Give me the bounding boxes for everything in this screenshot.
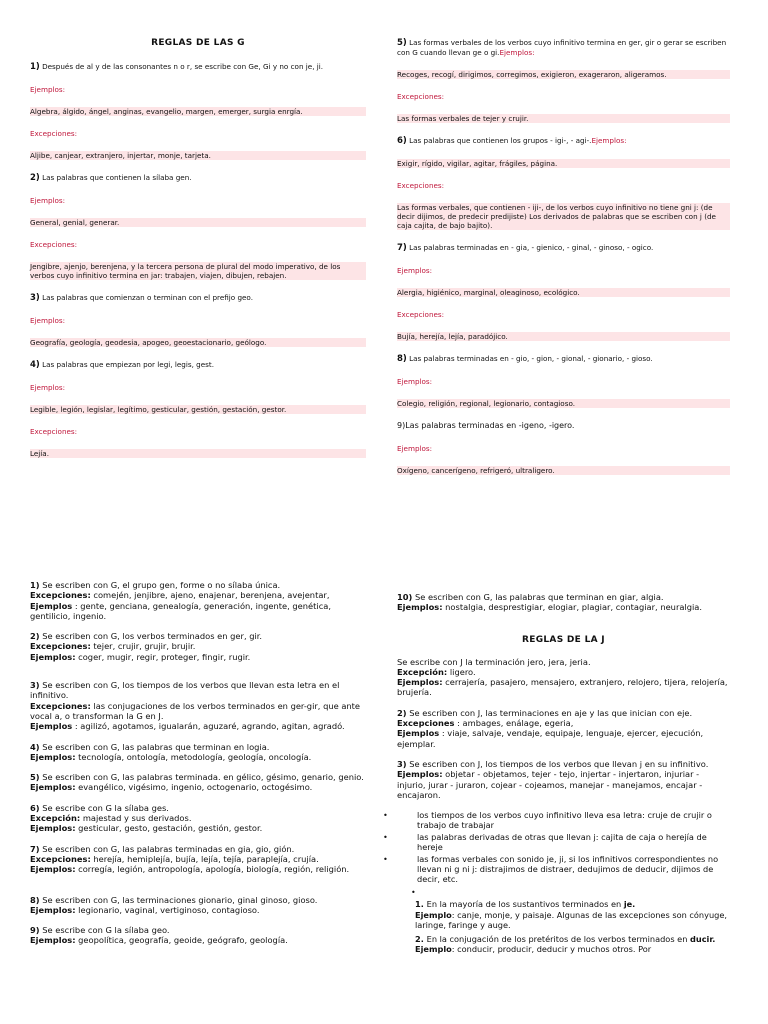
rule-detail (397, 718, 730, 728)
detail-text: legionario, vaginal, vertiginoso, contagioso. (75, 904, 260, 915)
highlighted-examples (397, 70, 730, 79)
highlighted-examples (30, 405, 366, 414)
bullet-text: los tiempos de los verbos cuyo infinitivo lleva esa letra: cruje de crujir o trabajo de trabajar (417, 810, 712, 831)
detail-label: Excepciones (397, 718, 455, 729)
section-label (30, 129, 366, 138)
highlighted-examples (30, 151, 366, 160)
detail-label: Ejemplos: (30, 751, 76, 762)
rule-detail (30, 935, 366, 945)
rule-statement (30, 895, 366, 905)
rule-block (397, 657, 730, 698)
example-text: : canje, monje, y paisaje. Algunas de las excepciones son cónyuge, laringe, faringe y auge. (415, 909, 727, 931)
rule-number: 7) (397, 243, 407, 253)
j-bullet-list (383, 810, 730, 885)
rule-text: Se escriben con G, las terminaciones gionario, ginal ginoso, gioso. (39, 894, 318, 905)
section-label (30, 427, 366, 436)
rule-number: 6) (30, 802, 40, 813)
section-label (30, 383, 366, 392)
highlighted-examples (397, 159, 730, 168)
rule-statement (397, 759, 730, 769)
left-bottom-column (30, 580, 366, 956)
rule-detail (30, 752, 366, 762)
rule-block (397, 592, 730, 613)
rule-block (30, 925, 366, 946)
rule-block (30, 631, 366, 662)
rule-text: Se escriben con G, los tiempos de los verbos que llevan esta letra en el infinitivo. (30, 680, 340, 701)
rule-block (30, 895, 366, 916)
rule-statement (30, 772, 366, 782)
rule-number: 4) (30, 360, 40, 370)
examples-text: Geografía, geología, geodesia, apogeo, geoestacionario, geólogo. (30, 338, 267, 347)
rule-statement (397, 243, 730, 253)
rule-number: 3) (30, 680, 40, 691)
examples-text: Exigir, rígido, vigilar, agitar, frágiles, página. (397, 159, 558, 168)
detail-label: Excepciones: (30, 590, 91, 601)
bullet-text: las palabras derivadas de otras que llevan j: cajita de caja o herejía de hereje (417, 832, 707, 853)
rule-detail (30, 854, 366, 864)
label-text: Excepciones: (30, 240, 78, 249)
rule-text: Las palabras que contienen los grupos - igi-, - agi-. (406, 136, 592, 145)
rule-block (30, 580, 366, 621)
rule-number: 7) (30, 843, 40, 854)
section-label (397, 92, 730, 101)
examples-text: Lejía. (30, 449, 49, 458)
item-number: 2. (415, 933, 427, 944)
section-label (397, 266, 730, 275)
rule-statement (397, 592, 730, 602)
rule-detail (30, 864, 366, 874)
left-top-rules (30, 62, 366, 458)
highlighted-examples (30, 449, 366, 458)
rule-number: 2) (30, 173, 40, 183)
bullet-dot: • (383, 810, 388, 821)
rule-text: Las palabras que empiezan por legi, legis, gest. (39, 360, 214, 369)
rule-text: Se escriben con J, los tiempos de los verbos que llevan j en su infinitivo. (406, 758, 709, 769)
rule-detail (397, 769, 730, 800)
examples-label: Ejemplos: (499, 48, 535, 57)
detail-text: evangélico, vigésimo, ingenio, octogenario, octogésimo. (75, 782, 313, 793)
label-text: Ejemplos: (30, 316, 66, 325)
highlighted-examples (397, 114, 730, 123)
rule-block (30, 772, 366, 793)
detail-text: geopolítica, geografía, geoide, geógrafo, geología. (75, 935, 288, 946)
label-text: Ejemplos: (30, 383, 66, 392)
rule-statement (397, 354, 730, 364)
detail-label: Ejemplos: (30, 782, 76, 793)
detail-label: Ejemplos (30, 600, 73, 611)
highlighted-examples (397, 399, 730, 408)
label-text: Excepciones: (397, 92, 445, 101)
examples-text: Alergia, higiénico, marginal, oleaginoso, ecológico. (397, 288, 580, 297)
rule-statement (30, 580, 366, 590)
left-bottom-rules (30, 580, 366, 946)
example-label: Ejemplo (415, 909, 452, 920)
label-text: Ejemplos: (30, 85, 66, 94)
section-label (397, 377, 730, 386)
bullet-text: las formas verbales con sonido je, ji, si los infinitivos correspondientes no llevan ni g ni j: distrajimos de distraer, dedujimos de deducir, dijimos de decir, etc. (417, 854, 719, 885)
rule-block (30, 803, 366, 834)
rule-text: Después de al y de las consonantes n o r, se escribe con Ge, Gi y no con je, ji. (39, 62, 324, 71)
detail-text: objetar - objetamos, tejer - tejo, injertar - injertaron, injuriar - injurio, jurar - juraron, cojear - cojeamos, manejar - manejamos, encajar - encajaron. (397, 769, 703, 800)
rule-detail (397, 667, 730, 677)
rule-detail (30, 652, 366, 662)
left-top-column (30, 38, 366, 471)
section-label (30, 316, 366, 325)
highlighted-examples (30, 338, 366, 347)
examples-text: Jengibre, ajenjo, berenjena, y la tercera persona de plural del modo imperativo, de los verbos cuyo infinitivo termina en jar: trabajen, viajen, dibujen, rebajen. (30, 262, 341, 280)
examples-text: Bujía, herejía, lejía, paradójico. (397, 332, 508, 341)
detail-text: nostalgia, desprestigiar, elogiar, plagiar, contagiar, neuralgia. (442, 602, 703, 613)
detail-text: comején, jenjibre, ajeno, enajenar, berenjena, avejentar, (90, 590, 330, 601)
section-label (30, 85, 366, 94)
rule-statement (397, 38, 730, 57)
rule-statement (30, 742, 366, 752)
rule-text: Se escriben con G, las palabras que terminan en logia. (39, 741, 270, 752)
rule-statement (30, 680, 366, 701)
rule-statement (30, 803, 366, 813)
detail-label: Ejemplos (30, 721, 73, 732)
detail-label: Ejemplos: (30, 651, 76, 662)
rule-statement (397, 708, 730, 718)
rule-block (397, 759, 730, 800)
item-example (415, 910, 730, 931)
rule-number: 2) (30, 631, 40, 642)
rule-statement (397, 136, 730, 146)
detail-text: corregía, legión, antropología, apología, biología, región, religión. (75, 864, 350, 875)
item-text: En la conjugación de los pretéritos de los verbos terminados en (426, 933, 691, 944)
numbered-item (397, 899, 730, 931)
rule-statement (30, 360, 366, 370)
highlighted-examples (30, 218, 366, 227)
detail-label: Ejemplos (397, 728, 440, 739)
detail-text: coger, mugir, regir, proteger, fingir, rugir. (75, 651, 251, 662)
examples-text: Algebra, álgido, ángel, anginas, evangelio, margen, emerger, surgia enrgía. (30, 107, 303, 116)
rule-number: 10) (397, 592, 413, 602)
label-text: Excepciones: (397, 181, 445, 190)
detail-label: Ejemplos: (30, 935, 76, 946)
section-label (397, 310, 730, 319)
label-text: Ejemplos: (30, 196, 66, 205)
rule-number: 1) (30, 580, 40, 590)
detail-text: cerrajería, pasajero, mensajero, extranjero, relojero, tijera, relojería, brujería. (397, 677, 728, 698)
rule-text: Las formas verbales de los verbos cuyo infinitivo termina en ger, gir o gerar se escriben con G cuando llevan ge o gi. (397, 38, 727, 57)
page-title-j: REGLAS DE LA J (522, 634, 605, 645)
rule-number: 5) (30, 772, 40, 783)
detail-label: Ejemplos: (30, 904, 76, 915)
section-label (397, 181, 730, 190)
detail-text: gesticular, gesto, gestación, gestión, gestor. (75, 823, 263, 834)
rule-text: Se escriben con J, las terminaciones en aje y las que inician con eje. (406, 707, 693, 718)
detail-label: Ejemplos: (30, 864, 76, 875)
rule-detail (30, 641, 366, 651)
detail-label: Ejemplos: (397, 677, 443, 688)
bullet-item (383, 854, 730, 885)
rule-text: Las palabras terminadas en - gio, - gion, - gional, - gionario, - gioso. (406, 354, 653, 363)
examples-label: Ejemplos: (591, 136, 627, 145)
item-number: 1. (415, 899, 427, 910)
section-label (397, 444, 730, 453)
rule-detail (30, 905, 366, 915)
rule-statement (30, 631, 366, 641)
rule-detail (397, 728, 730, 749)
bullet-item (383, 832, 730, 853)
rule-text: Se escriben con G, el grupo gen, forme o no sílaba única. (39, 580, 281, 590)
detail-text: las conjugaciones de los verbos terminados en ger-gir, que ante vocal a, o transforman la G en J. (30, 700, 361, 721)
rule-detail (30, 782, 366, 792)
rule-number: 8) (397, 354, 407, 364)
detail-label: Excepciones: (30, 853, 91, 864)
detail-label: Ejemplos: (30, 823, 76, 834)
label-text: Ejemplos: (397, 444, 433, 453)
detail-label: Excepciones: (30, 700, 91, 711)
label-text: Excepciones: (30, 427, 78, 436)
rule-10 (397, 592, 730, 613)
label-text: Excepciones: (30, 129, 78, 138)
highlighted-examples (397, 203, 730, 230)
bullet-dot: • (383, 854, 388, 865)
detail-label: Ejemplos: (397, 769, 443, 780)
rule-text: Las palabras que contienen la sílaba gen. (39, 173, 192, 182)
detail-text: : gente, genciana, genealogía, generación, ingente, genética, gentilicio, ingenio. (30, 600, 331, 621)
rule-number: 4) (30, 741, 40, 752)
detail-text: majestad y sus derivados. (80, 813, 192, 824)
rule-text: Se escribe con J la terminación jero, jera, jeria. (397, 656, 591, 667)
highlighted-examples (397, 332, 730, 341)
rule-statement (30, 293, 366, 303)
j-rules (397, 657, 730, 801)
rule-text: Se escriben con G, las palabras terminada. en gélico, gésimo, genario, genio. (39, 772, 364, 783)
detail-text: herejía, hemiplejía, bujía, lejía, tejía, paraplejía, crujía. (90, 853, 319, 864)
detail-text: : viaje, salvaje, vendaje, equipaje, lenguaje, ejercer, ejecución, ejemplar. (397, 728, 704, 749)
rule-block (30, 844, 366, 875)
detail-text: tejer, crujir, grujir, brujir. (90, 641, 196, 652)
highlighted-examples (397, 466, 730, 475)
section-label (30, 196, 366, 205)
rule-detail (397, 602, 730, 612)
detail-label: Ejemplos: (397, 602, 443, 613)
rule-detail (30, 823, 366, 833)
examples-text: Recoges, recogí, dirigimos, corregimos, exigieron, exageraron, aligeramos. (397, 70, 667, 79)
highlighted-examples (30, 262, 366, 280)
right-top-column (397, 38, 730, 488)
rule-block (397, 708, 730, 749)
rule-number: 3) (30, 293, 40, 303)
examples-text: Colegio, religión, regional, legionario, contagioso. (397, 399, 575, 408)
rule-number: 8) (30, 894, 40, 905)
item-strong: je. (623, 899, 636, 910)
right-bottom-column (383, 592, 730, 958)
rule-text: Se escribe con G la sílaba ges. (39, 802, 169, 813)
rule-detail (30, 721, 366, 731)
example-text: : conducir, producir, deducir y muchos otros. Por (451, 944, 652, 955)
j-numbered-list (397, 888, 730, 955)
bullet-item (383, 810, 730, 831)
label-text: Ejemplos: (397, 266, 433, 275)
rule-text: Se escriben con G, las palabras terminadas en gia, gio, gión. (39, 843, 295, 854)
detail-label: Excepción: (397, 666, 448, 677)
rule-number: 6) (397, 136, 407, 146)
examples-text: Las formas verbales, que contienen - iji-, de los verbos cuyo infinitivo no tiene gni j: (de decir dijimos, de predecir predijiste) Los derivados de palabras que se escriben con j (de caja cajita, de bajo bajito). (397, 203, 716, 230)
rule-block (30, 742, 366, 763)
rule-statement (30, 173, 366, 183)
bullet-dot: • (383, 832, 388, 843)
highlighted-examples (30, 107, 366, 116)
examples-text: Aljibe, canjear, extranjero, injertar, monje, tarjeta. (30, 151, 211, 160)
rule-statement (30, 62, 366, 72)
detail-text: : ambages, enálage, egeria, (454, 718, 574, 729)
numbered-item (397, 934, 730, 955)
rule-text: 9)Las palabras terminadas en -igeno, -igero. (397, 421, 575, 430)
label-text: Ejemplos: (397, 377, 433, 386)
detail-text: tecnología, ontología, metodología, geología, oncología. (75, 751, 312, 762)
bullet-dot: • (411, 888, 416, 898)
section-label (30, 240, 366, 249)
item-text: En la mayoría de los sustantivos terminados en (426, 899, 624, 910)
example-label: Ejemplo (415, 944, 452, 955)
detail-text: ligero. (447, 666, 476, 677)
rule-text: Se escriben con G, las palabras que terminan en giar, algia. (412, 592, 664, 602)
rule-statement (397, 657, 730, 667)
examples-text: Legible, legión, legislar, legítimo, gesticular, gestión, gestación, gestor. (30, 405, 287, 414)
examples-text: Las formas verbales de tejer y crujir. (397, 114, 529, 123)
detail-label: Excepción: (30, 813, 81, 824)
rule-statement (30, 925, 366, 935)
highlighted-examples (397, 288, 730, 297)
rule-statement (397, 421, 730, 431)
rule-number: 3) (397, 758, 407, 769)
detail-text: : agilizó, agotamos, igualarán, aguzaré, agrando, agitan, agradó. (72, 721, 345, 732)
rule-number: 2) (397, 707, 407, 718)
examples-text: General, genial, generar. (30, 218, 120, 227)
label-text: Excepciones: (397, 310, 445, 319)
rule-statement (30, 844, 366, 854)
detail-label: Excepciones: (30, 641, 91, 652)
rule-text: Las palabras terminadas en - gia, - gienico, - ginal, - ginoso, - ogico. (406, 243, 654, 252)
rule-text: Se escriben con G, los verbos terminados en ger, gir. (39, 631, 263, 642)
right-top-rules (397, 38, 730, 475)
rule-number: 5) (397, 38, 407, 48)
rule-block (30, 680, 366, 731)
page-title-g: REGLAS DE LAS G (151, 38, 245, 48)
rule-text: Se escribe con G la sílaba geo. (39, 925, 170, 936)
rule-detail (30, 590, 366, 600)
rule-detail (397, 677, 730, 698)
rule-number: 1) (30, 62, 40, 72)
item-example (415, 944, 730, 955)
rule-detail (30, 601, 366, 622)
rule-detail (30, 701, 366, 722)
item-strong: ducir. (690, 933, 716, 944)
rule-text: Las palabras que comienzan o terminan con el prefijo geo. (39, 293, 253, 302)
rule-detail (30, 813, 366, 823)
rule-number: 9) (30, 925, 40, 936)
examples-text: Oxígeno, cancerígeno, refrigeró, ultraligero. (397, 466, 555, 475)
